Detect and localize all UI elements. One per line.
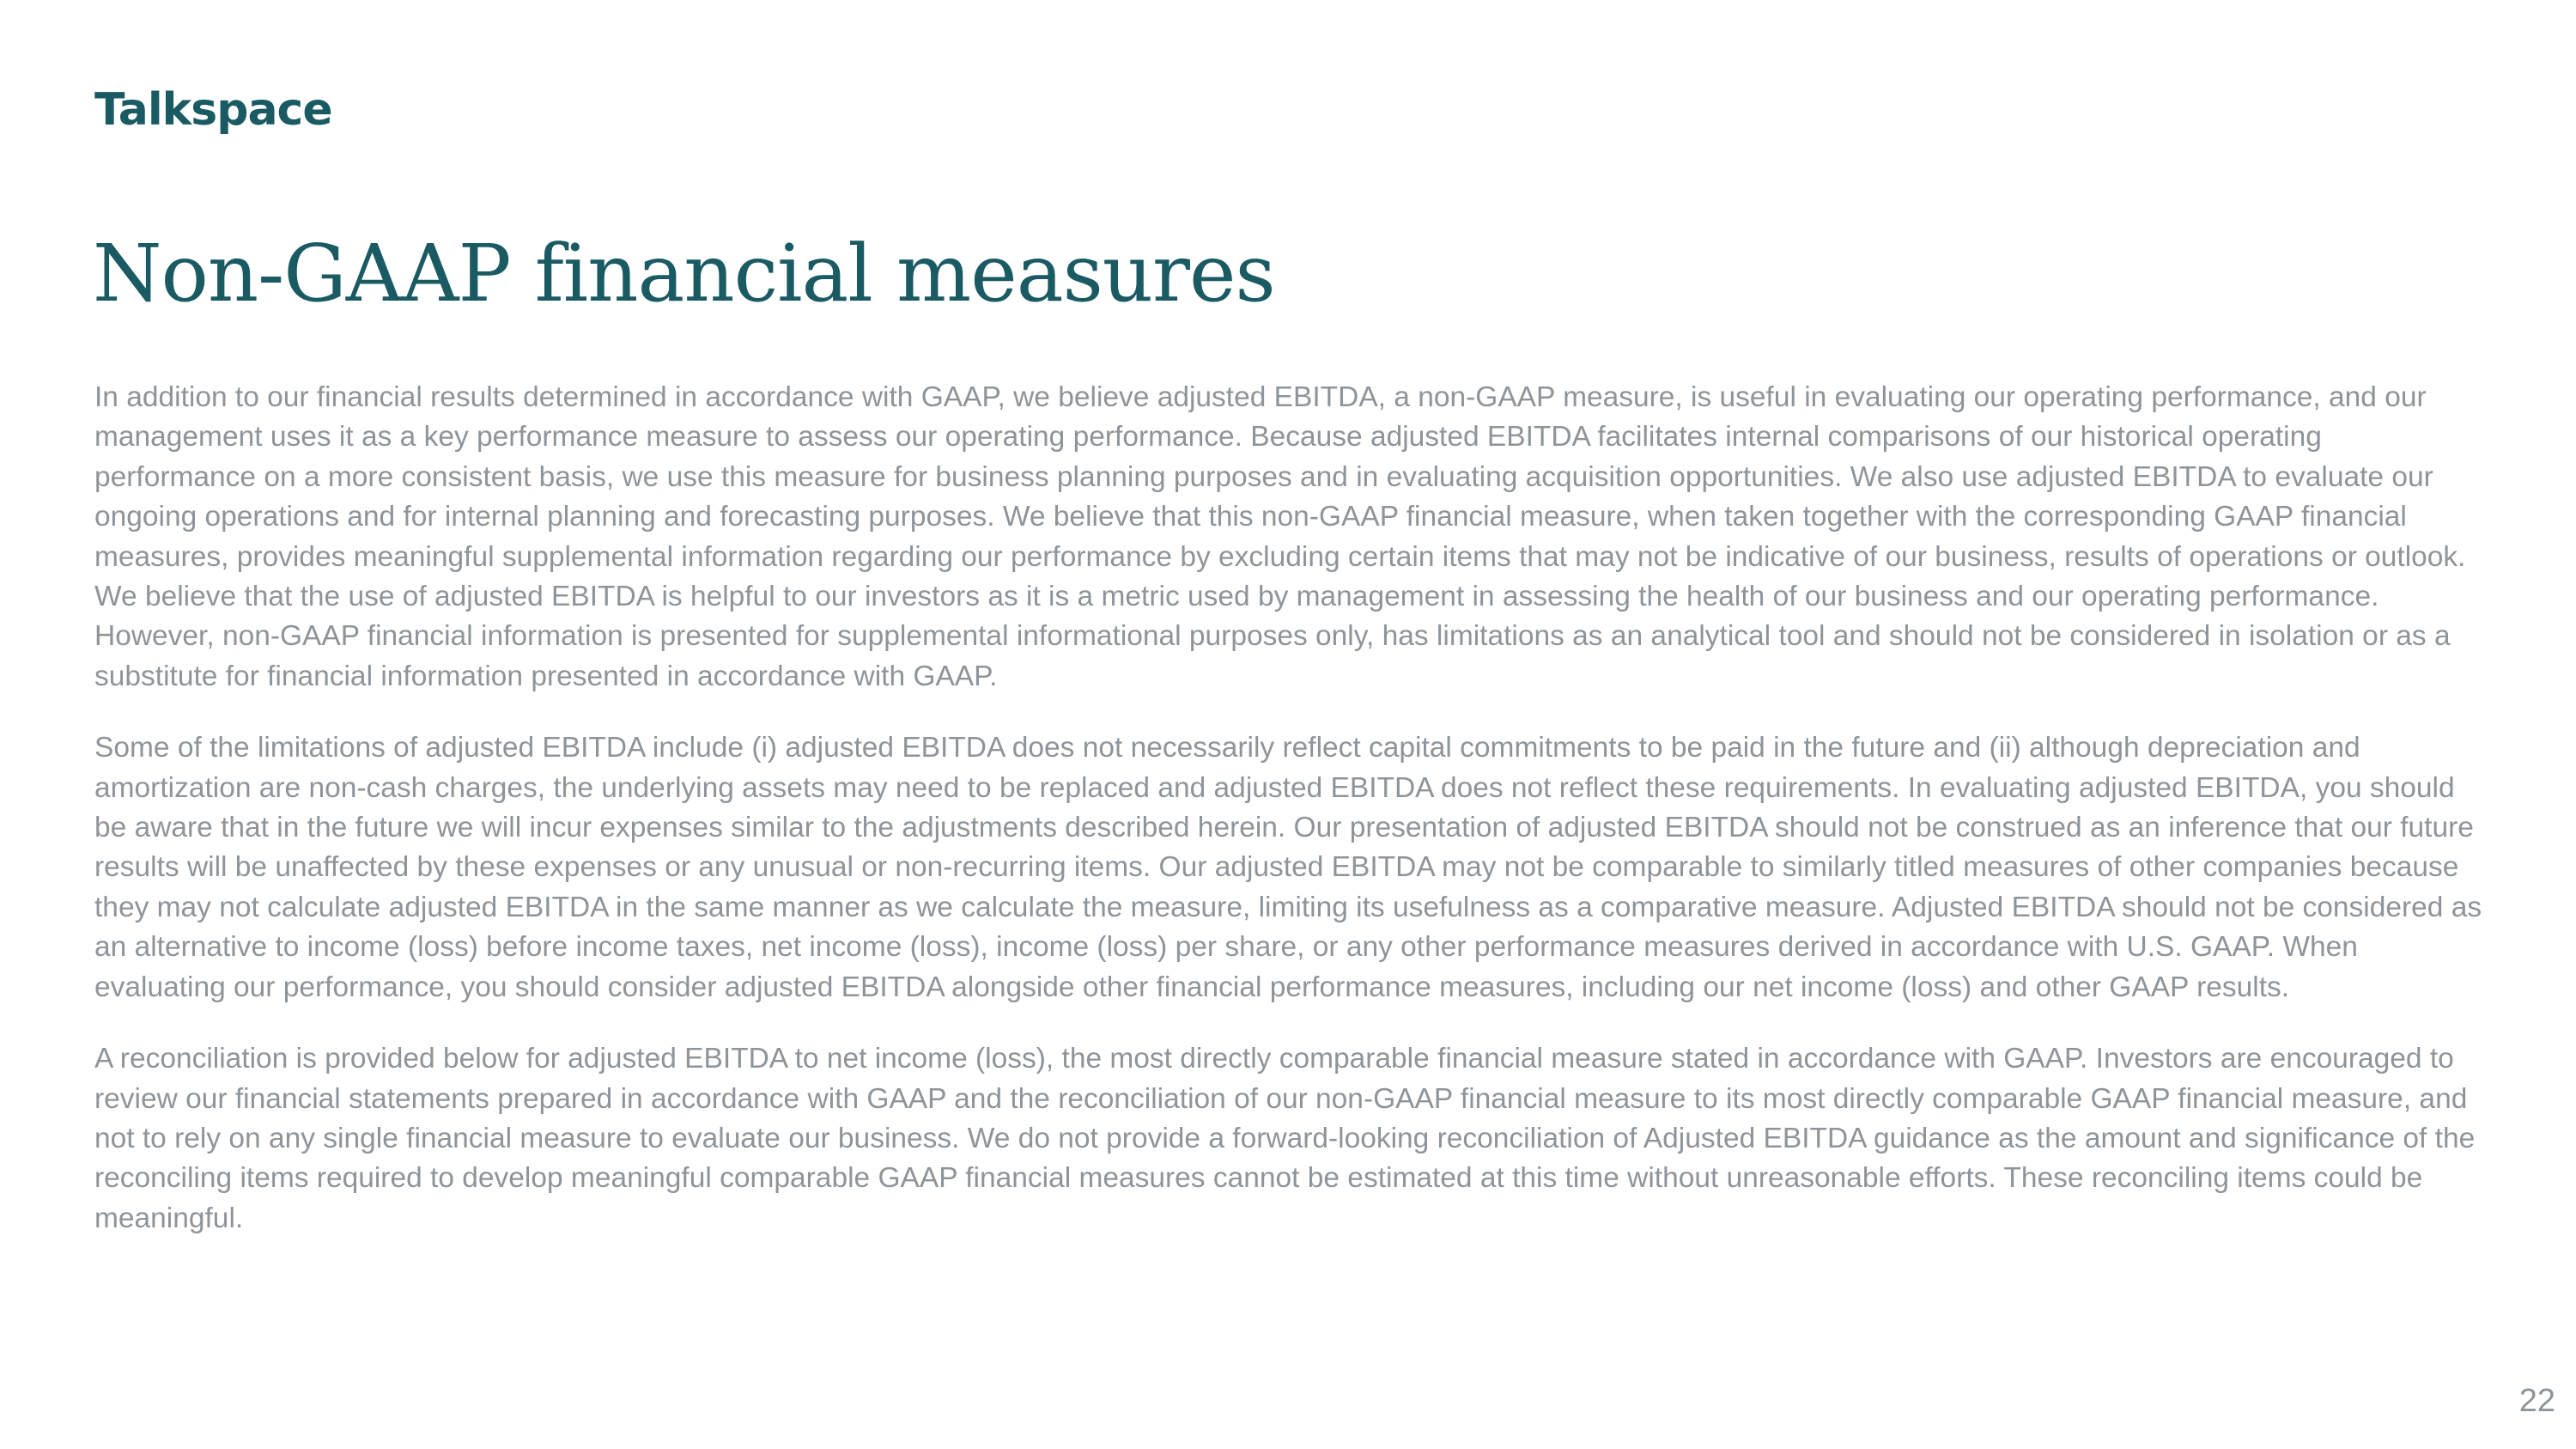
page-number: 22 <box>2518 1383 2555 1419</box>
paragraph-3: A reconciliation is provided below for adjusted EBITDA to net income (loss), the most directly comparable financial measure stated in accordance with GAAP. Investors are encouraged to review our financial statements prepared in accordance with GAAP and the reconciliation of our non-GAAP financial measure to its most directly comparable GAAP financial measure, and not to rely on any single financial measure to evaluate our business. We do not provide a forward-looking reconciliation of Adjusted EBITDA guidance as the amount and significance of the reconciling items required to develop meaningful comparable GAAP financial measures cannot be estimated at this time without unreasonable efforts. These reconciling items could be meaningful. <box>94 1043 2476 1234</box>
paragraph-2: Some of the limitations of adjusted EBITDA include (i) adjusted EBITDA does not necessarily reflect capital commitments to be paid in the future and (ii) although depreciation and amortization are non-cash charges, the underlying assets may need to be replaced and adjusted EBITDA does not reflect these requirements. In evaluating adjusted EBITDA, you should be aware that in the future we will incur expenses similar to the adjustments described herein. Our presentation of adjusted EBITDA should not be construed as an inference that our future results will be unaffected by these expenses or any unusual or non-recurring items. Our adjusted EBITDA may not be comparable to similarly titled measures of other companies because they may not calculate adjusted EBITDA in the same manner as we calculate the measure, limiting its usefulness as a comparative measure. Adjusted EBITDA should not be considered as an alternative to income (loss) before income taxes, net income (loss), income (loss) per share, or any other performance measures derived in accordance with U.S. GAAP. When evaluating our performance, you should consider adjusted EBITDA alongside other financial performance measures, including our net income (loss) and other GAAP results. <box>94 732 2482 1003</box>
talkspace-logo: Talkspace <box>94 84 332 136</box>
page-title: Non-GAAP financial measures <box>93 228 1275 320</box>
paragraph-1: In addition to our financial results determined in accordance with GAAP, we believe adjusted EBITDA, a non-GAAP measure, is useful in evaluating our operating performance, and our management uses it as a key performance measure to assess our operating performance. Because adjusted EBITDA facilitates internal comparisons of our historical operating performance on a more consistent basis, we use this measure for business planning purposes and in evaluating acquisition opportunities. We also use adjusted EBITDA to evaluate our ongoing operations and for internal planning and forecasting purposes. We believe that this non-GAAP financial measure, when taken together with the corresponding GAAP financial measures, provides meaningful supplemental information regarding our performance by excluding certain items that may not be indicative of our business, results of operations or outlook. We believe that the use of adjusted EBITDA is helpful to our investors as it is a metric used by management in assessing the health of our business and our operating performance. However, non-GAAP financial information is presented for supplemental informational purposes only, has limitations as an analytical tool and should not be considered in isolation or as a substitute for financial information presented in accordance with GAAP. <box>94 381 2466 692</box>
body-text <box>94 378 2490 1270</box>
